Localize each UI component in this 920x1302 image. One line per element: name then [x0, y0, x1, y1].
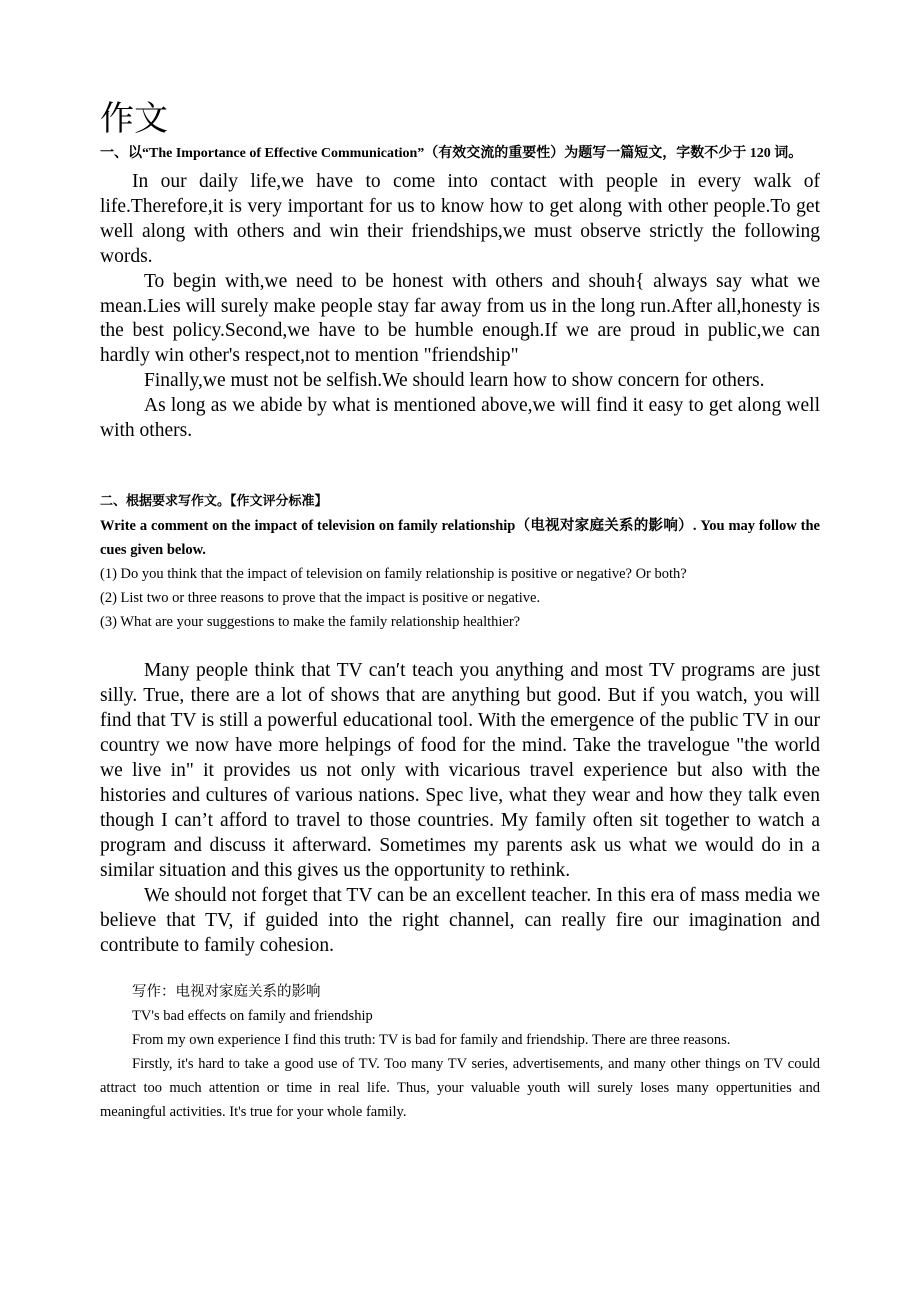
cue-item: (1) Do you think that the impact of television on family relationship is positive or negative? Or both? [100, 565, 687, 582]
question-2-heading: 二、根据要求写作文。【作文评分标准】 [100, 493, 328, 509]
question-2 [100, 490, 820, 634]
writing-paragraph: From my own experience I find this truth: TV is bad for family and friendship. There are three reasons. [132, 1031, 731, 1048]
essay-2-paragraph: We should not forget that TV can be an excellent teacher. In this era of mass media we believe that TV, if guided into the right channel, can really fire our imagination and contribute to family cohesion. [100, 884, 820, 956]
essay-2 [100, 658, 820, 958]
essay-1 [100, 170, 820, 444]
document-content [100, 96, 820, 1124]
writing-section [100, 980, 820, 1124]
writing-paragraph: Firstly, it's hard to take a good use of TV. Too many TV series, advertisements, and many other things on TV could attract too much attention or time in real life. Thus, your valuable youth will surely loses many oppertunities and meaningful activities. It's true for your whole family. [100, 1055, 820, 1120]
question-2-prompt: Write a comment on the impact of television on family relationship（电视对家庭关系的影响）. You may follow the cues given below. [100, 517, 820, 558]
cue-item: (3) What are your suggestions to make the family relationship healthier? [100, 613, 521, 630]
essay-1-paragraph: In our daily life,we have to come into contact with people in every walk of life.Therefore,it is very important for us to know how to get along with other people.To get well along with others and win their friendships,we must observe strictly the following words. [100, 171, 820, 267]
page-title: 作文 [100, 99, 168, 139]
writing-subtitle: TV's bad effects on family and friendship [132, 1007, 373, 1024]
essay-2-paragraph: Many people think that TV can′t teach you anything and most TV programs are just silly. True, there are a lot of shows that are anything but good. But if you watch, you will find that TV is still a powerful educational tool. With the emergence of the public TV in our country we now have more helpings of food for the mind. Take the travelogue "the world we live in" it provides us not only with vicarious travel experience but also with the histories and cultures of various nations. Spec live, what they wear and how they talk even though I can’t afford to travel to those countries. My family often sit together to watch a program and discuss it afterward. Sometimes my parents ask us what we would do in a similar situation and this gives us the opportunity to rethink. [100, 659, 820, 881]
essay-1-paragraph: Finally,we must not be selfish.We should learn how to show concern for others. [144, 370, 765, 392]
cue-item: (2) List two or three reasons to prove that the impact is positive or negative. [100, 589, 541, 606]
question-1-heading: 一、以“The Importance of Effective Communication”（有效交流的重要性）为题写一篇短文，字数不少于 120 词。 [100, 146, 803, 161]
essay-1-paragraph: As long as we abide by what is mentioned above,we will find it easy to get along well with others. [100, 395, 820, 442]
essay-1-paragraph: To begin with,we need to be honest with others and shouh{ always say what we mean.Lies will surely make people stay far away from us in the long run.After all,honesty is the best policy.Second,we have to be humble enough.If we are proud in public,we can hardly win other's respect,not to mention "friendship" [100, 270, 820, 367]
writing-heading: 写作：电视对家庭关系的影响 [132, 983, 321, 1000]
